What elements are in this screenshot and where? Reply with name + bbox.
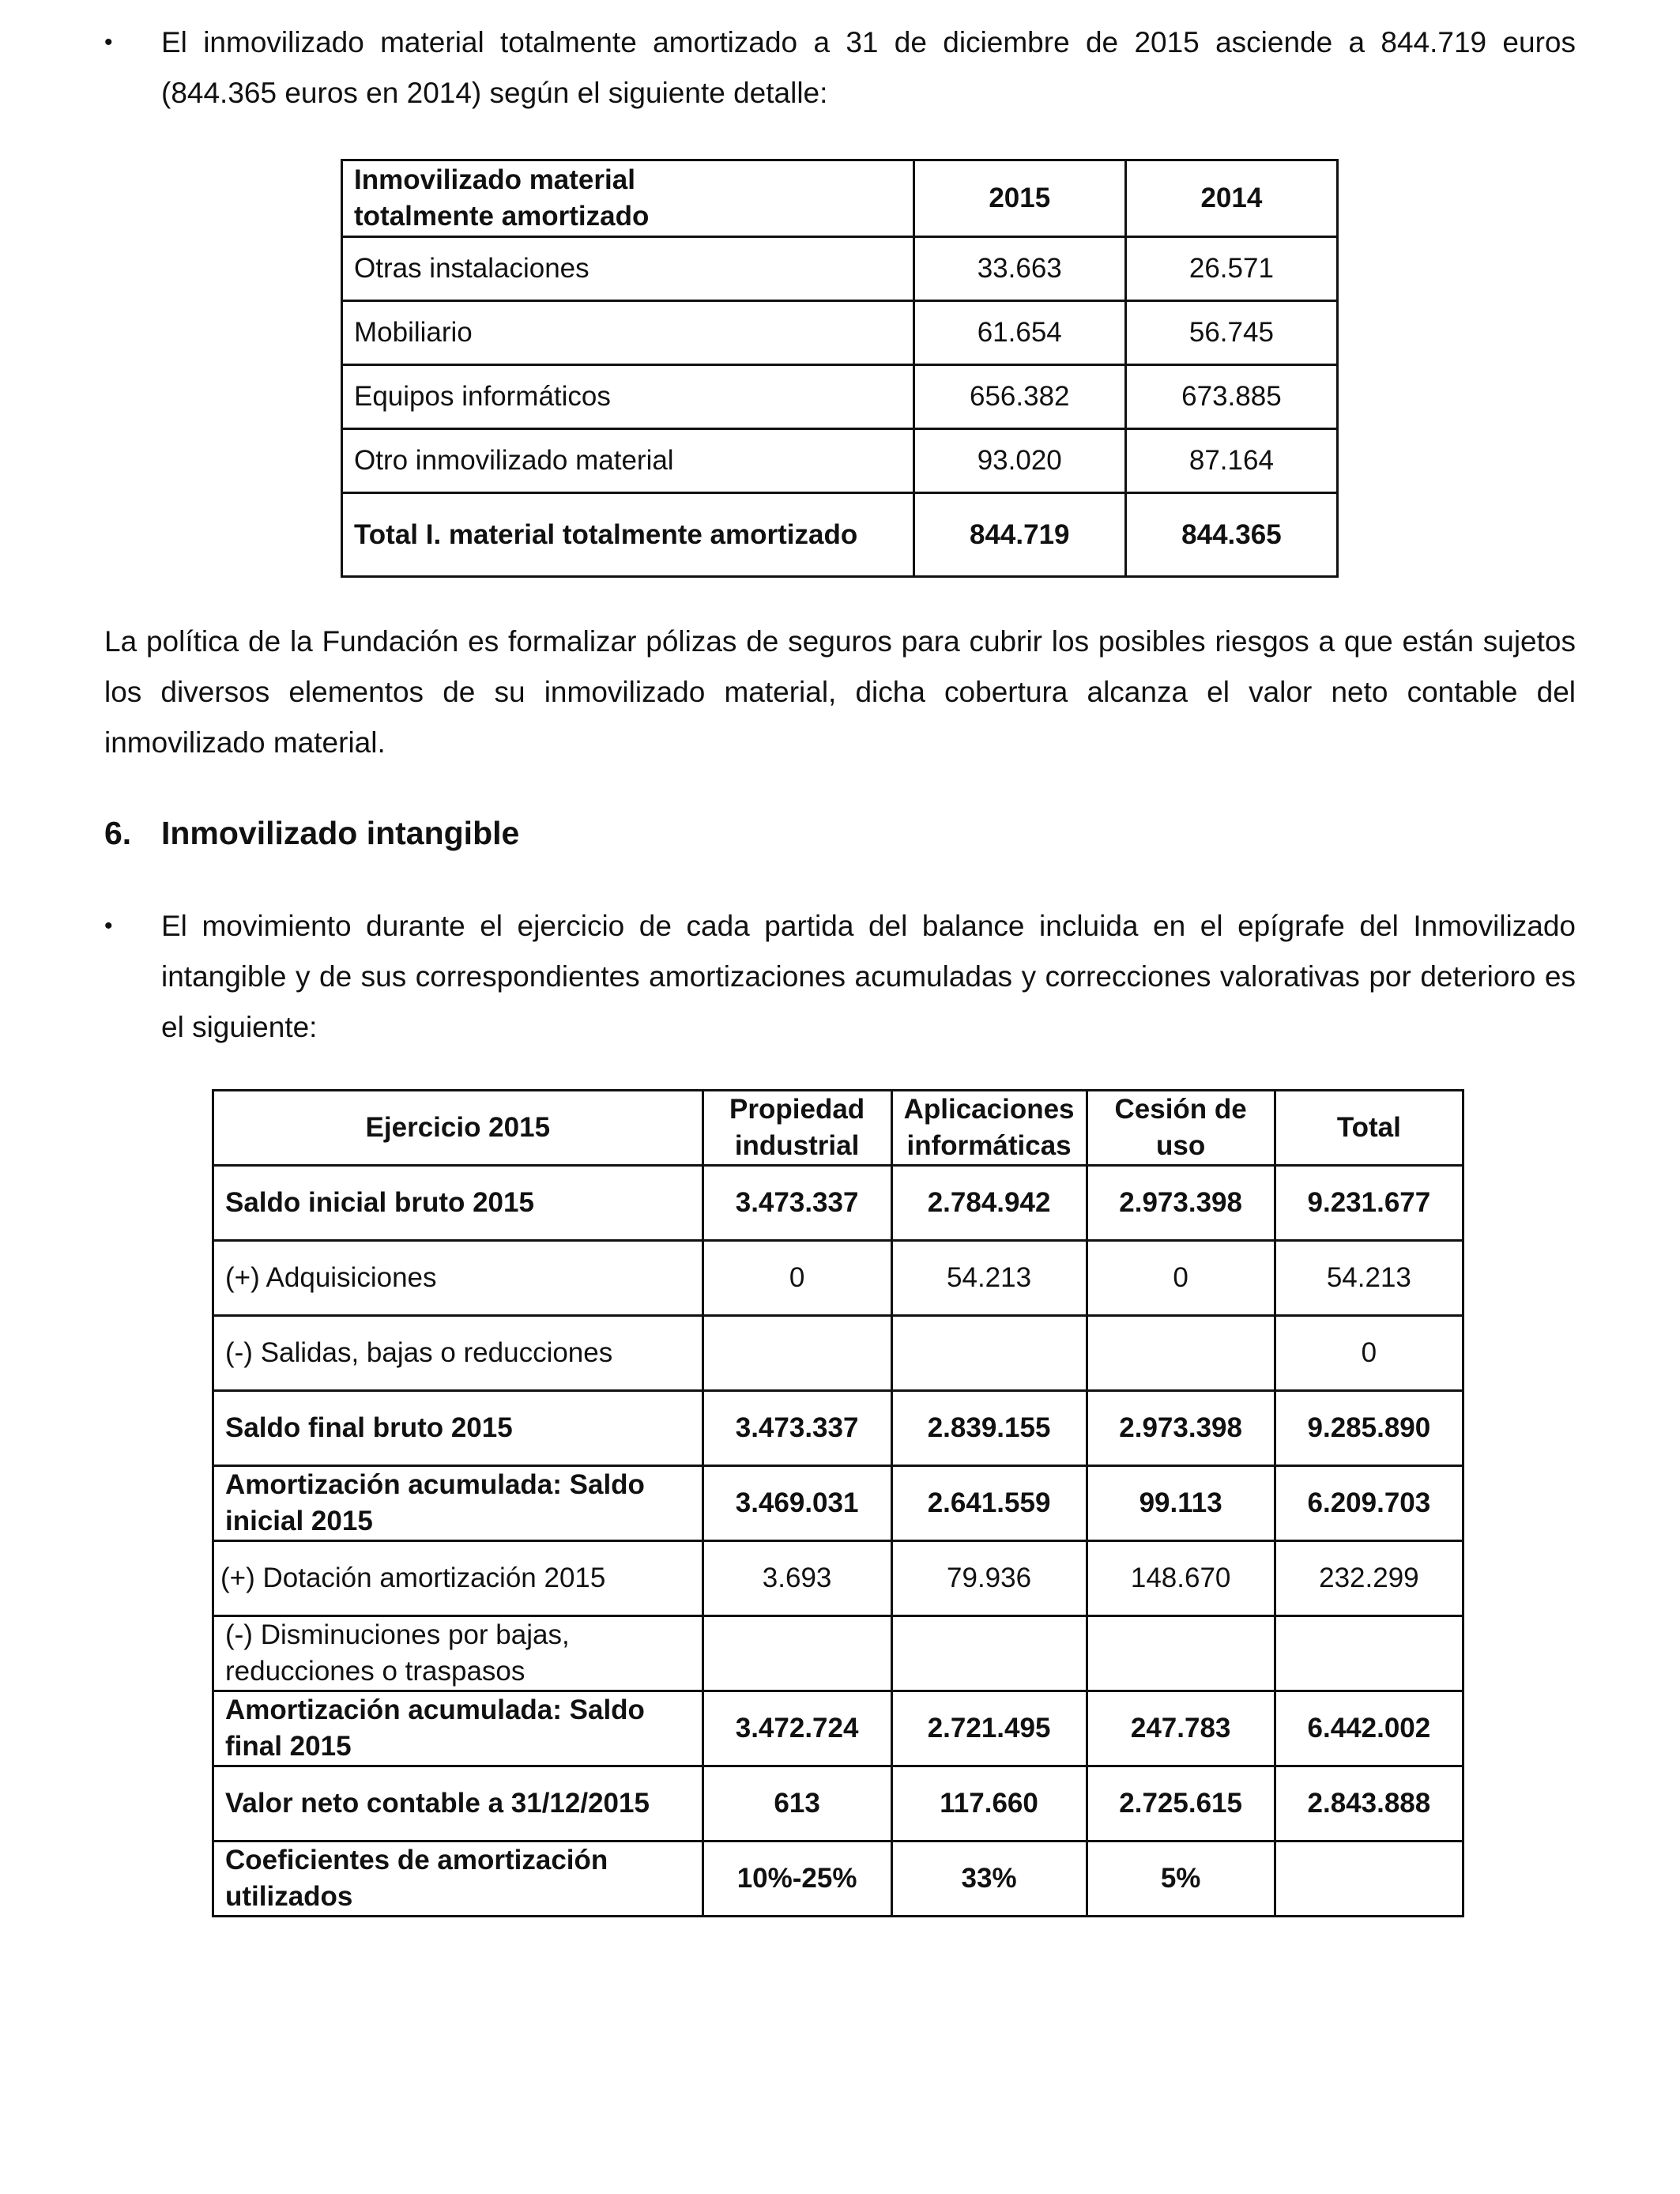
table-row [213, 1541, 1463, 1616]
header-label-cell [342, 160, 914, 237]
table-row [213, 1391, 1463, 1466]
section-heading [104, 808, 519, 858]
total-2015: 844.719 [913, 493, 1125, 577]
table-row [213, 1766, 1463, 1842]
row-label: (-) Disminuciones por bajas, reducciones o traspasos [213, 1616, 703, 1691]
total-label: Total I. material totalmente amortizado [342, 493, 914, 577]
value-total: 232.299 [1275, 1541, 1463, 1616]
value-total: 54.213 [1275, 1241, 1463, 1316]
value-2015: 93.020 [913, 429, 1125, 493]
value-cesion: 99.113 [1087, 1466, 1275, 1541]
value-propiedad: 10%-25% [703, 1842, 891, 1917]
value-propiedad: 3.473.337 [703, 1391, 891, 1466]
value-total [1275, 1616, 1463, 1691]
bullet-text: El movimiento durante el ejercicio de cada partida del balance incluida en el epígrafe del Inmovilizado intangible y de sus correspondientes amortizaciones acumuladas y correcciones valorativas por deterioro es el siguiente: [161, 910, 1576, 1043]
row-label: Saldo inicial bruto 2015 [213, 1166, 703, 1241]
header-2015: 2015 [913, 160, 1125, 237]
value-2015: 33.663 [913, 237, 1125, 301]
value-2014: 87.164 [1125, 429, 1337, 493]
value-aplicaciones [891, 1616, 1087, 1691]
value-total: 6.442.002 [1275, 1691, 1463, 1766]
section-number: 6. [104, 815, 132, 851]
header-ejercicio: Ejercicio 2015 [213, 1091, 703, 1166]
header-label-line2: totalmente amortizado [354, 201, 650, 232]
header-cesion-line2: uso [1156, 1130, 1206, 1161]
row-label: Otro inmovilizado material [342, 429, 914, 493]
table-header-row [342, 160, 1338, 237]
value-aplicaciones: 117.660 [891, 1766, 1087, 1842]
value-cesion: 0 [1087, 1241, 1275, 1316]
value-aplicaciones [891, 1316, 1087, 1391]
total-2014: 844.365 [1125, 493, 1337, 577]
value-cesion: 2.973.398 [1087, 1391, 1275, 1466]
value-propiedad [703, 1316, 891, 1391]
value-cesion: 247.783 [1087, 1691, 1275, 1766]
row-label: (+) Adquisiciones [213, 1241, 703, 1316]
row-label: (+) Dotación amortización 2015 [213, 1541, 703, 1616]
table-row [342, 429, 1338, 493]
header-aplicaciones-line2: informáticas [906, 1130, 1072, 1161]
table-row [213, 1691, 1463, 1766]
bullet-icon: • [104, 913, 113, 939]
value-cesion [1087, 1616, 1275, 1691]
value-aplicaciones: 79.936 [891, 1541, 1087, 1616]
value-total: 9.231.677 [1275, 1166, 1463, 1241]
header-cesion [1087, 1091, 1275, 1166]
table-row [213, 1241, 1463, 1316]
header-propiedad [703, 1091, 891, 1166]
table-row [342, 301, 1338, 365]
table-total-row [342, 493, 1338, 577]
header-2014: 2014 [1125, 160, 1337, 237]
header-propiedad-line2: industrial [734, 1130, 860, 1161]
value-cesion: 2.973.398 [1087, 1166, 1275, 1241]
row-label: Saldo final bruto 2015 [213, 1391, 703, 1466]
value-aplicaciones: 2.721.495 [891, 1691, 1087, 1766]
row-label: (-) Salidas, bajas o reducciones [213, 1316, 703, 1391]
section-title: Inmovilizado intangible [161, 815, 520, 851]
value-propiedad: 3.473.337 [703, 1166, 891, 1241]
value-propiedad: 3.469.031 [703, 1466, 891, 1541]
value-2015: 61.654 [913, 301, 1125, 365]
bullet-paragraph-inmovilizado-material [104, 17, 1576, 119]
row-label: Amortización acumulada: Saldo final 2015 [213, 1691, 703, 1766]
value-total: 9.285.890 [1275, 1391, 1463, 1466]
header-propiedad-line1: Propiedad [729, 1094, 865, 1125]
table-row [213, 1466, 1463, 1541]
value-2014: 26.571 [1125, 237, 1337, 301]
table-header-row [213, 1091, 1463, 1166]
row-label: Coeficientes de amortización utilizados [213, 1842, 703, 1917]
header-aplicaciones-line1: Aplicaciones [903, 1094, 1075, 1125]
value-aplicaciones: 2.641.559 [891, 1466, 1087, 1541]
bullet-paragraph-movimiento [104, 901, 1576, 1053]
value-aplicaciones: 2.784.942 [891, 1166, 1087, 1241]
table-row [342, 365, 1338, 429]
value-aplicaciones: 33% [891, 1842, 1087, 1917]
row-label: Otras instalaciones [342, 237, 914, 301]
bullet-icon: • [104, 29, 113, 55]
header-aplicaciones [891, 1091, 1087, 1166]
table-row [213, 1616, 1463, 1691]
value-cesion: 148.670 [1087, 1541, 1275, 1616]
row-label: Equipos informáticos [342, 365, 914, 429]
value-cesion: 5% [1087, 1842, 1275, 1917]
value-2014: 56.745 [1125, 301, 1337, 365]
value-total: 6.209.703 [1275, 1466, 1463, 1541]
value-total [1275, 1842, 1463, 1917]
table-row [213, 1842, 1463, 1917]
bullet-text: El inmovilizado material totalmente amortizado a 31 de diciembre de 2015 asciende a 844.719 euros (844.365 euros en 2014) según el siguiente detalle: [161, 26, 1576, 109]
paragraph-politica-seguros: La política de la Fundación es formalizar pólizas de seguros para cubrir los posibles riesgos a que están sujetos los diversos elementos de su inmovilizado material, dicha cobertura alcanza el valor neto contable del inmovilizado material. [104, 625, 1576, 759]
table-row [342, 237, 1338, 301]
value-aplicaciones: 2.839.155 [891, 1391, 1087, 1466]
table-row [213, 1316, 1463, 1391]
value-propiedad: 613 [703, 1766, 891, 1842]
value-cesion: 2.725.615 [1087, 1766, 1275, 1842]
value-2014: 673.885 [1125, 365, 1337, 429]
value-2015: 656.382 [913, 365, 1125, 429]
value-total: 0 [1275, 1316, 1463, 1391]
value-total: 2.843.888 [1275, 1766, 1463, 1842]
table-inmovilizado-amortizado [341, 159, 1339, 578]
header-label-line1: Inmovilizado material [354, 164, 635, 195]
value-propiedad: 0 [703, 1241, 891, 1316]
value-cesion [1087, 1316, 1275, 1391]
value-propiedad [703, 1616, 891, 1691]
value-propiedad: 3.693 [703, 1541, 891, 1616]
value-aplicaciones: 54.213 [891, 1241, 1087, 1316]
row-label: Valor neto contable a 31/12/2015 [213, 1766, 703, 1842]
value-propiedad: 3.472.724 [703, 1691, 891, 1766]
row-label: Amortización acumulada: Saldo inicial 2015 [213, 1466, 703, 1541]
header-cesion-line1: Cesión de [1114, 1094, 1247, 1125]
row-label: Mobiliario [342, 301, 914, 365]
table-inmovilizado-intangible [212, 1089, 1464, 1917]
table-row [213, 1166, 1463, 1241]
header-total: Total [1275, 1091, 1463, 1166]
